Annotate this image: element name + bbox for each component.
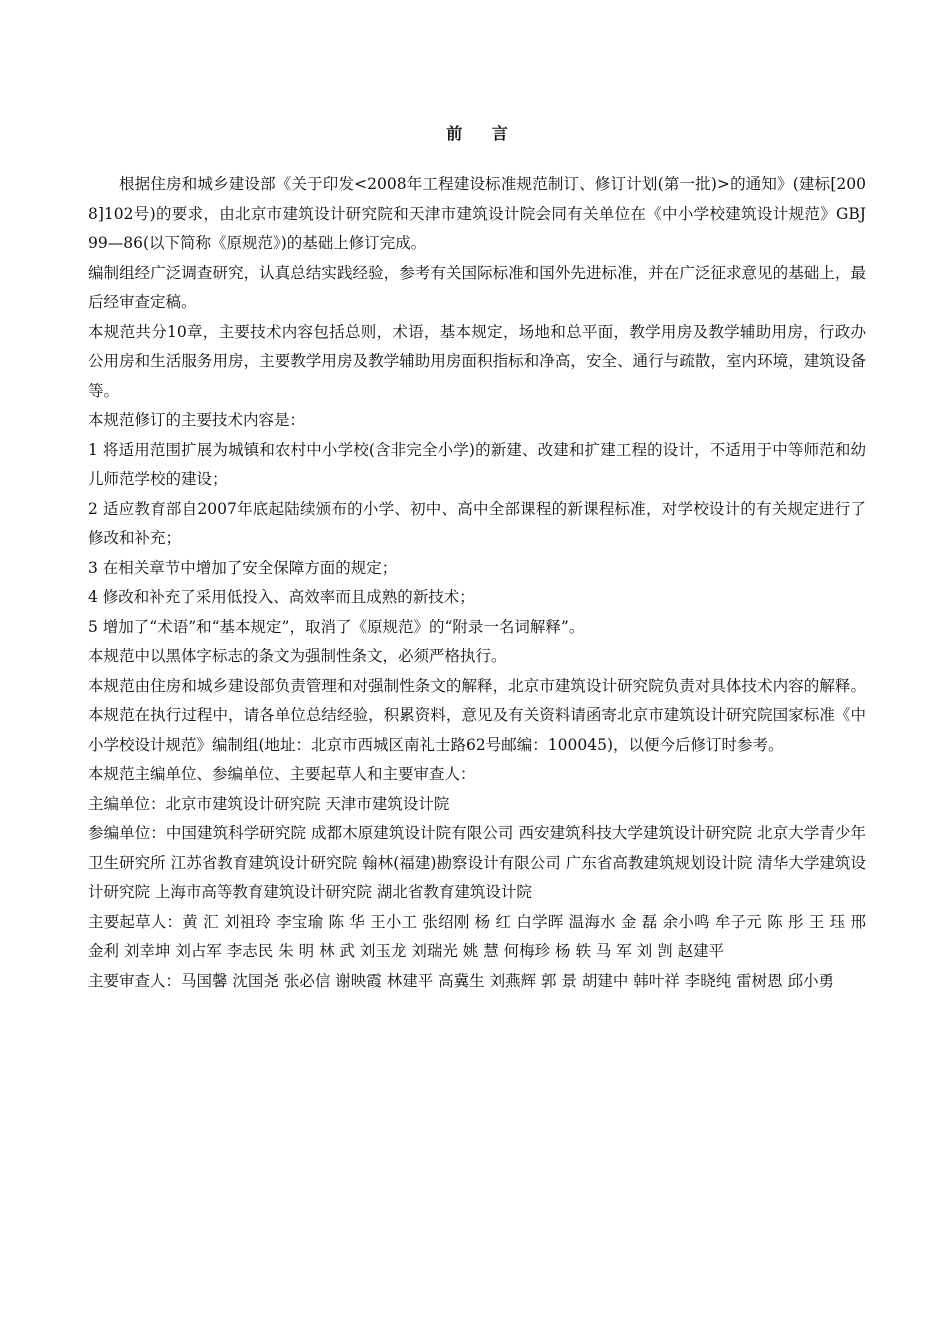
paragraph-management: 本规范由住房和城乡建设部负责管理和对强制性条文的解释，北京市建筑设计研究院负责对具体技术内容的解释。本规范在执行过程中，请各单位总结经验，积累资料，意见及有关资料请函寄北京市建筑设计研究院国家标准《中小学校设计规范》编制组(地址：北京市西城区南礼士路62号邮编：100045)，以便今后修订时参考。 <box>88 676 866 754</box>
revision-item-5: 5 增加了“术语”和“基本规定”，取消了《原规范》的“附录一名词解释”。 <box>88 617 585 636</box>
revision-item-4: 4 修改和补充了采用低投入、高效率而且成熟的新技术； <box>88 588 475 606</box>
document-page <box>88 120 866 996</box>
paragraph-intro: 根据住房和城乡建设部《关于印发<2008年工程建设标准规范制订、修订计划(第一批)>的通知》(建标[2008]102号)的要求，由北京市建筑设计研究院和天津市建筑设计院会同有关单位在《中小学校建筑设计规范》GBJ 99—86(以下简称《原规范》)的基础上修订完成。 <box>88 175 866 252</box>
paragraph-reviewers: 主要审查人：马国馨 沈国尧 张必信 谢映霞 林建平 高冀生 刘燕辉 郭 景 胡建中 韩叶祥 李晓纯 雷树恩 邱小勇 <box>88 971 835 990</box>
paragraph-chief-units: 主编单位：北京市建筑设计研究院 天津市建筑设计院 <box>88 794 450 813</box>
paragraph-contributors-heading: 本规范主编单位、参编单位、主要起草人和主要审查人： <box>88 765 476 783</box>
revision-item-3: 3 在相关章节中增加了安全保障方面的规定； <box>88 558 398 577</box>
paragraph-mandatory: 本规范中以黑体字标志的条文为强制性条文，必须严格执行。 <box>88 647 507 665</box>
paragraph-participating-units: 参编单位：中国建筑科学研究院 成都木原建筑设计院有限公司 西安建筑科技大学建筑设计研究院 北京大学青少年卫生研究所 江苏省教育建筑设计研究院 翰林(福建)勘察设计有限公司 广东省高教建筑规划设计院 清华大学建筑设计研究院 上海市高等教育建筑设计研究院 湖北省教育建筑设计院 <box>88 824 866 901</box>
revision-item-1: 1 将适用范围扩展为城镇和农村中小学校(含非完全小学)的新建、改建和扩建工程的设计，不适用于中等师范和幼儿师范学校的建设； <box>88 440 866 488</box>
page-title: 前 言 <box>446 124 520 143</box>
paragraph-revision-heading: 本规范修订的主要技术内容是： <box>88 411 306 429</box>
paragraph-chapters: 本规范共分10章，主要技术内容包括总则，术语，基本规定，场地和总平面，教学用房及教学辅助用房，行政办公用房和生活服务用房，主要教学用房及教学辅助用房面积指标和净高，安全、通行与疏散，室内环境，建筑设备等。 <box>88 322 866 400</box>
paragraph-drafters: 主要起草人：黄 汇 刘祖玲 李宝瑜 陈 华 王小工 张绍刚 杨 红 白学晖 温海水 金 磊 余小鸣 牟子元 陈 彤 王 珏 邢金利 刘幸坤 刘占军 李志民 朱 明 林 武 刘玉龙 刘瑞光 姚 慧 何梅珍 杨 轶 马 军 刘 剀 赵建平 <box>88 912 866 960</box>
revision-item-2: 2 适应教育部自2007年底起陆续颁布的小学、初中、高中全部课程的新课程标准，对学校设计的有关规定进行了修改和补充； <box>88 499 866 547</box>
paragraph-compilation: 编制组经广泛调查研究，认真总结实践经验，参考有关国际标准和国外先进标准，并在广泛征求意见的基础上，最后经审查定稿。 <box>88 263 866 311</box>
